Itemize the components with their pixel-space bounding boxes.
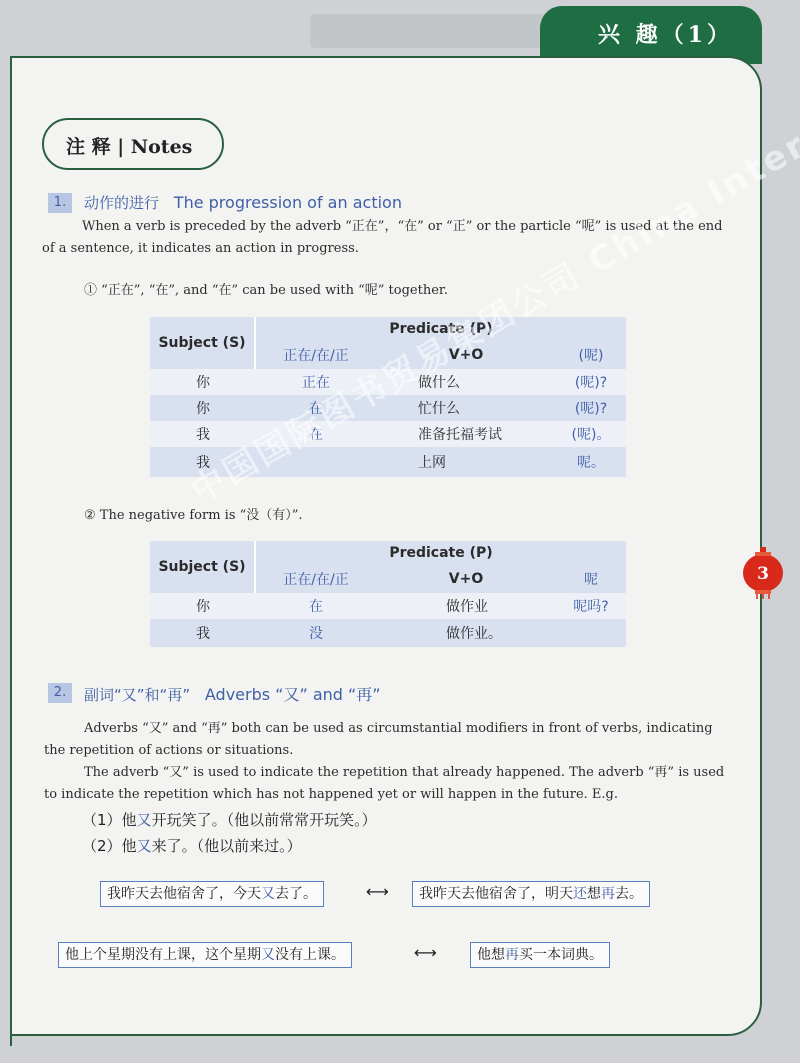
pair-1-left-highlight: 又 xyxy=(261,886,275,902)
page-left-border xyxy=(10,56,12,1046)
page-number: 3 xyxy=(757,564,769,584)
section-1-title-cn: 动作的进行 xyxy=(84,194,160,212)
section-1-title-en: The progression of an action xyxy=(173,193,402,212)
pair-1-left-post: 去了。 xyxy=(275,886,317,902)
table-cell: 准备托福考试 xyxy=(376,421,556,447)
example-2-pre: （2）他 xyxy=(82,837,137,855)
table-cell: 做什么 xyxy=(376,369,556,395)
section-1-number: 1. xyxy=(48,193,72,213)
table-2-subheader-vo: V+O xyxy=(376,565,556,593)
table-2-subheader-ne: 呢 xyxy=(556,565,626,593)
pair-2-right-highlight: 再 xyxy=(505,947,519,963)
table-1-predicate-header: Predicate (P) xyxy=(256,317,626,341)
table-cell: 我 xyxy=(150,421,256,447)
example-1-post: 开玩笑了。（他以前常常开玩笑。） xyxy=(151,811,377,829)
table-cell: (呢)。 xyxy=(556,421,626,447)
watermark-text: 中国国际图书贸易集团公司 China xyxy=(184,186,708,512)
table-cell: 没 xyxy=(256,619,376,647)
pair-1-right-highlight-2: 再 xyxy=(601,886,615,902)
table-cell: 在 xyxy=(256,421,376,447)
table-cell: 忙什么 xyxy=(376,395,556,421)
section-2-title xyxy=(84,682,381,705)
lantern-icon xyxy=(741,547,785,599)
table-1-subheader-adverb: 正在/在/正 xyxy=(256,341,376,369)
section-2-paragraph-2: The adverb “又” is used to indicate the repetition that already happened. The adverb “再” is used to indicate the repetition which has not happened yet or will happen in the future. E.g. xyxy=(44,765,725,802)
table-cell: 在 xyxy=(256,593,376,619)
table-cell: (呢)? xyxy=(556,369,626,395)
example-2-highlight: 又 xyxy=(136,837,152,855)
table-cell: 你 xyxy=(150,369,256,395)
pair-1-left-pre: 我昨天去他宿舍了，今天 xyxy=(107,886,261,902)
pair-1-right-post: 去。 xyxy=(615,886,643,902)
notes-heading xyxy=(42,118,224,170)
pair-1-right-mid: 想 xyxy=(587,886,601,902)
pair-2-right-pre: 他想 xyxy=(477,947,505,963)
section-1-paragraph: When a verb is preceded by the adverb “正在”，“在” or “正” or the particle “呢” is used at the end of a sentence, it indicates an action in progress. xyxy=(42,219,723,256)
example-2-post: 来了。（他以前来过。） xyxy=(151,837,302,855)
section-1-point-2: ② The negative form is “没（有）”. xyxy=(84,508,303,523)
table-2-subject-header: Subject (S) xyxy=(150,541,256,593)
table-cell: 呢。 xyxy=(556,447,626,477)
section-1-point-1: ① “正在”, “在”, and “在” can be used with “呢” together. xyxy=(84,283,448,298)
table-cell: 我 xyxy=(150,619,256,647)
table-cell: 上网 xyxy=(376,447,556,477)
table-1-subheader-ne: (呢) xyxy=(556,341,626,369)
double-arrow-icon: ⟷ xyxy=(414,943,437,962)
example-sentence-2 xyxy=(82,835,302,856)
example-pair-1-left xyxy=(100,881,324,907)
example-1-pre: （1）他 xyxy=(82,811,137,829)
example-1-highlight: 又 xyxy=(136,811,152,829)
notes-heading-label: 注 释 | Notes xyxy=(66,136,193,158)
table-cell: 你 xyxy=(150,593,256,619)
section-1-title xyxy=(84,192,402,213)
double-arrow-icon: ⟷ xyxy=(366,882,389,901)
section-2-paragraph-1: Adverbs “又” and “再” both can be used as circumstantial modifiers in front of verbs, indicating the repetition of actions or situations. xyxy=(44,721,713,758)
table-2-predicate-header: Predicate (P) xyxy=(256,541,626,565)
table-2-subheader-adverb: 正在/在/正 xyxy=(256,565,376,593)
pair-1-right-pre: 我昨天去他宿舍了，明天 xyxy=(419,886,573,902)
background-bar xyxy=(310,14,570,48)
table-cell: 我 xyxy=(150,447,256,477)
example-sentence-1 xyxy=(82,809,377,830)
table-1-subject-header: Subject (S) xyxy=(150,317,256,369)
pair-2-right-post: 买一本词典。 xyxy=(519,947,603,963)
table-cell: 做作业。 xyxy=(376,619,556,647)
table-cell: 正在 xyxy=(256,369,376,395)
pair-1-right-highlight: 还 xyxy=(573,886,587,902)
example-pair-1-right xyxy=(412,881,650,907)
table-cell xyxy=(556,619,626,647)
table-cell: (呢)? xyxy=(556,395,626,421)
section-2-number: 2. xyxy=(48,683,72,703)
section-2-title-cn: 副词“又”和“再” xyxy=(84,686,191,704)
table-cell: 呢吗? xyxy=(556,593,626,619)
pair-2-left-pre: 他上个星期没有上课，这个星期 xyxy=(65,947,261,963)
table-cell: 你 xyxy=(150,395,256,421)
example-pair-2-left xyxy=(58,942,352,968)
table-cell: 在 xyxy=(256,395,376,421)
table-1-subheader-vo: V+O xyxy=(376,341,556,369)
example-pair-2-right xyxy=(470,942,610,968)
pair-2-left-post: 没有上课。 xyxy=(275,947,345,963)
table-cell: 做作业 xyxy=(376,593,556,619)
chapter-title: 兴 趣（1） xyxy=(598,22,733,48)
table-negative xyxy=(150,541,626,647)
pair-2-left-highlight: 又 xyxy=(261,947,275,963)
section-2-title-en: Adverbs “又” and “再” xyxy=(204,685,381,704)
